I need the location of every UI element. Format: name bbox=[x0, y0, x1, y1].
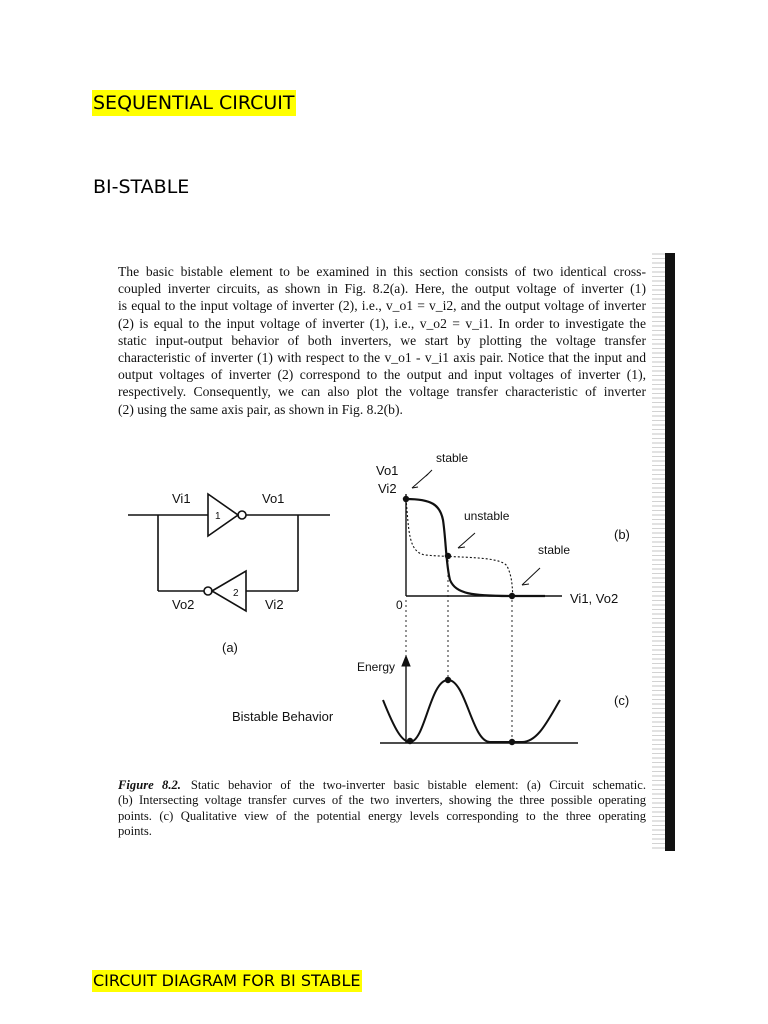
paragraph-line: The basic bistable element to be examined in this section consists of two identical cross- bbox=[118, 264, 646, 279]
energy-min-right bbox=[509, 739, 515, 745]
paragraph-line: output voltages of inverter (2) correspond to the output and input voltages of inverter (1), bbox=[118, 367, 646, 383]
figure-caption bbox=[118, 778, 646, 840]
inverter-1-symbol bbox=[208, 494, 238, 536]
energy-min-left bbox=[407, 738, 413, 744]
inverter-2-symbol bbox=[212, 571, 246, 611]
vtc-label-stable-right: stable bbox=[538, 543, 571, 557]
vtc-unstable-point bbox=[445, 553, 451, 559]
caption-figure-number: Figure 8.2. bbox=[118, 778, 181, 792]
vtc-label-vo1: Vo1 bbox=[376, 463, 399, 478]
vtc-label-x-axis: Vi1, Vo2 bbox=[570, 591, 619, 606]
energy-label: Energy bbox=[357, 660, 396, 674]
caption-line: points. bbox=[118, 824, 152, 839]
label-vo1: Vo1 bbox=[262, 491, 285, 506]
paragraph-line: static input-output behavior of both inverters, we start by plotting the voltage transfer bbox=[118, 332, 646, 348]
vtc-label-stable-top: stable bbox=[436, 451, 469, 465]
vtc-label-unstable: unstable bbox=[464, 509, 510, 523]
label-bistable-behavior: Bistable Behavior bbox=[232, 709, 334, 724]
vtc-plot bbox=[406, 470, 562, 596]
energy-curve bbox=[383, 680, 560, 742]
paragraph-line: is equal to the input voltage of inverter (2), i.e., v_o1 = v_i2, and the output voltage of inverter bbox=[118, 298, 646, 314]
label-a: (a) bbox=[222, 640, 238, 655]
label-inverter-1: 1 bbox=[215, 511, 221, 522]
paragraph-line: (2) using the same axis pair, as shown in Fig. 8.2(b). bbox=[118, 401, 403, 417]
vtc-stable-point-right bbox=[509, 593, 515, 599]
circuit-schematic bbox=[128, 494, 330, 611]
heading-sequential-circuit: SEQUENTIAL CIRCUIT bbox=[93, 92, 295, 114]
energy-label-c: (c) bbox=[614, 693, 630, 708]
paragraph-line: (2) is equal to the input voltage of inverter (1), i.e., v_o2 = v_i1. In order to investigate the bbox=[118, 315, 646, 331]
label-vo2: Vo2 bbox=[172, 597, 195, 612]
paragraph-line: characteristic of inverter (1) with respect to the v_o1 - v_i1 axis pair. Notice that the input and bbox=[118, 350, 646, 366]
heading-circuit-diagram: CIRCUIT DIAGRAM FOR BI STABLE bbox=[93, 971, 361, 990]
caption-text: Static behavior of the two-inverter basic bistable element: (a) Circuit schematic. bbox=[190, 778, 646, 792]
vtc-label-origin: 0 bbox=[396, 598, 403, 612]
label-vi1: Vi1 bbox=[172, 491, 191, 506]
vtc-stable-point-top bbox=[403, 496, 409, 502]
caption-line: (b) Intersecting voltage transfer curves of the two inverters, showing the three possible operating bbox=[118, 793, 646, 808]
paragraph-line: respectively. Consequently, we can also plot the voltage transfer characteristic of inverter bbox=[118, 384, 646, 400]
vtc-label-vi2: Vi2 bbox=[378, 481, 397, 496]
energy-plot bbox=[380, 560, 578, 743]
label-vi2: Vi2 bbox=[265, 597, 284, 612]
vtc-label-b: (b) bbox=[614, 527, 630, 542]
caption-line: points. (c) Qualitative view of the potential energy levels corresponding to the three operating bbox=[118, 808, 646, 823]
caption-line bbox=[118, 778, 646, 793]
paragraph-line: coupled inverter circuits, as shown in Fig. 8.2(a). Here, the output voltage of inverter (1) bbox=[118, 281, 646, 297]
energy-peak bbox=[445, 677, 451, 683]
heading-bi-stable: BI-STABLE bbox=[93, 176, 190, 198]
label-inverter-2: 2 bbox=[233, 588, 239, 599]
